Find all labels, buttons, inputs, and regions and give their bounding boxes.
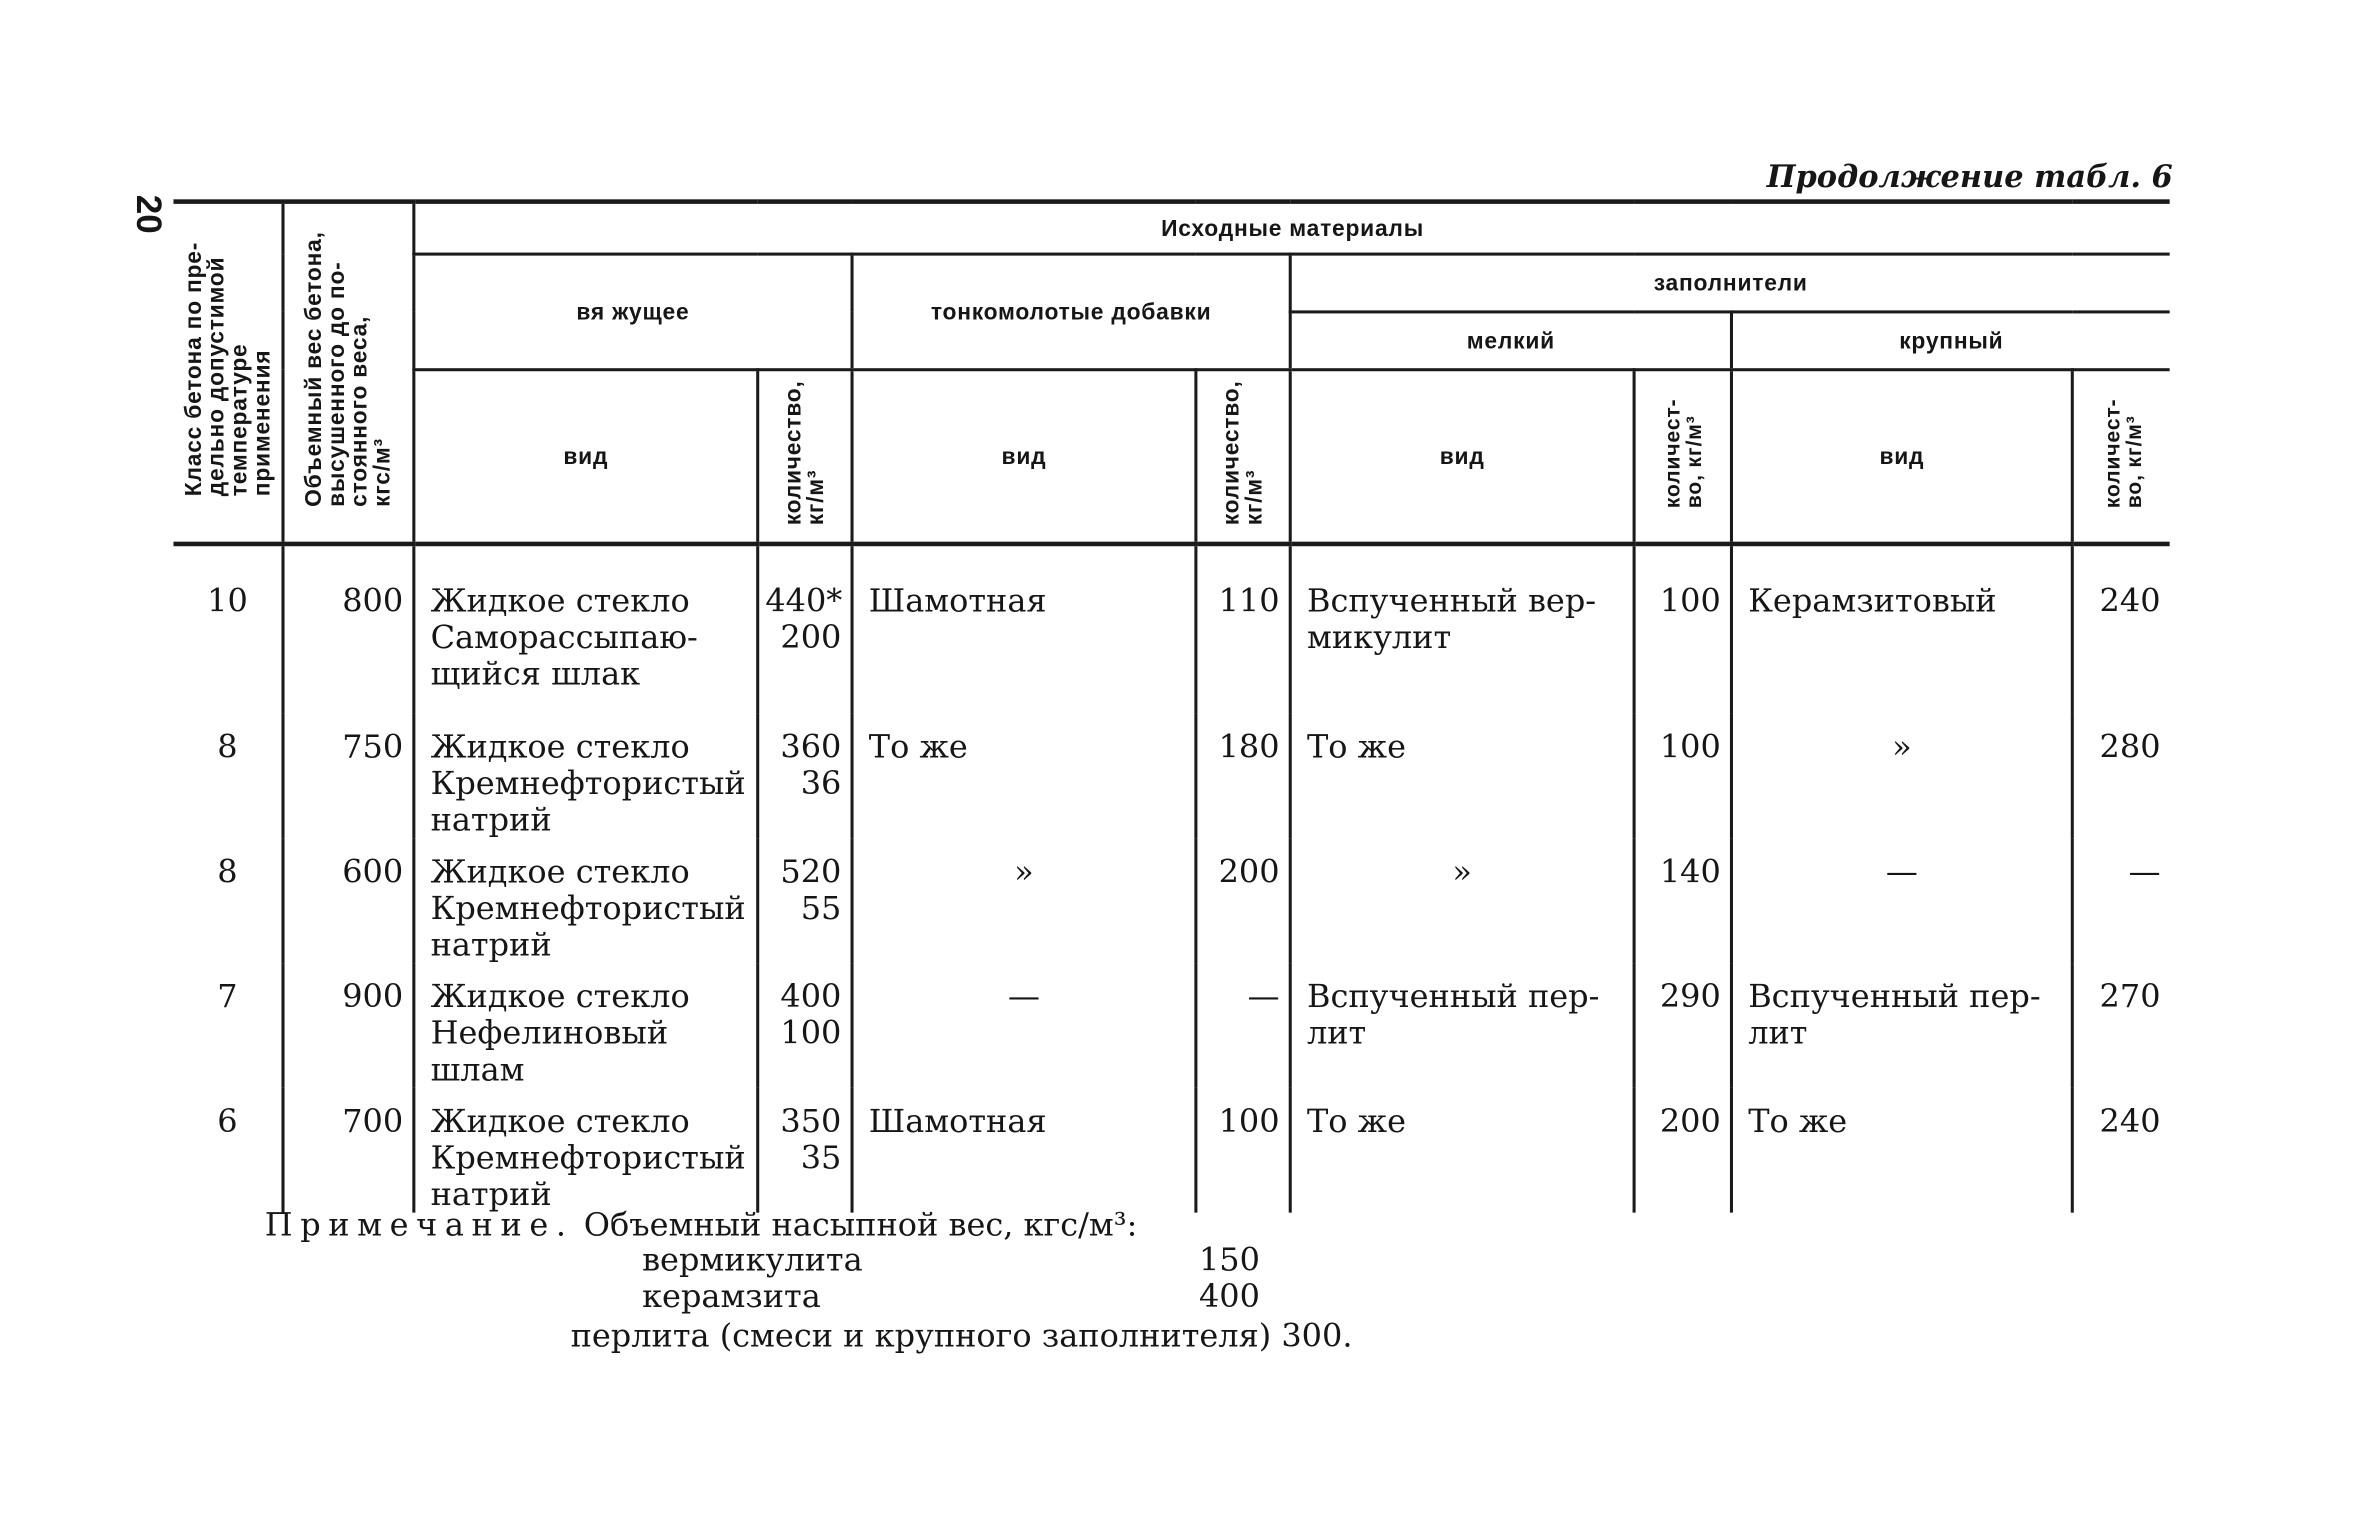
header-additive-quantity: количество, кг/м³ <box>1196 370 1290 544</box>
cell-additive-qty: 180 <box>1196 714 1290 839</box>
cell-coarse: Керамзитовый <box>1731 544 2072 714</box>
table-row <box>173 838 2169 963</box>
cell-fine-qty: 290 <box>1634 963 1731 1088</box>
cell-additive: Шамотная <box>852 544 1196 714</box>
note-item-value: 150 <box>1198 1241 1260 1279</box>
header-fine-kind: вид <box>1290 370 1634 544</box>
note-item-name: вермикулита <box>642 1241 863 1279</box>
cell-additive-qty: — <box>1196 963 1290 1088</box>
header-additives: тонкомолотые добавки <box>852 254 1290 370</box>
cell-binder: Жидкое стекло Саморассыпаю- щийся шлак <box>414 544 758 714</box>
cell-coarse: То же <box>1731 1088 2072 1213</box>
table-continuation-caption: Продолжение табл. 6 <box>1766 158 2173 195</box>
cell-fine-qty: 200 <box>1634 1088 1731 1213</box>
materials-table <box>173 199 2169 1212</box>
cell-weight: 600 <box>283 838 414 963</box>
cell-coarse-qty: 270 <box>2072 963 2169 1088</box>
cell-coarse: — <box>1731 838 2072 963</box>
table-body <box>173 544 2169 1213</box>
cell-binder-qty: 440* 200 <box>758 544 852 714</box>
cell-binder: Жидкое стекло Кремнефтористый натрий <box>414 1088 758 1213</box>
table-header <box>173 202 2169 544</box>
cell-coarse: » <box>1731 714 2072 839</box>
cell-fine: То же <box>1290 714 1634 839</box>
cell-coarse-qty: 240 <box>2072 544 2169 714</box>
note-item-value: 400 <box>1198 1278 1260 1315</box>
table-row <box>173 714 2169 839</box>
header-coarse-kind: вид <box>1731 370 2072 544</box>
cell-additive: — <box>852 963 1196 1088</box>
note-item-name: керамзита <box>642 1278 821 1315</box>
header-binder: вя жущее <box>414 254 852 370</box>
cell-coarse-qty: 280 <box>2072 714 2169 839</box>
cell-weight: 900 <box>283 963 414 1088</box>
cell-class: 8 <box>217 853 238 891</box>
cell-class: 6 <box>217 1103 238 1140</box>
page-number: 20 <box>129 194 169 234</box>
header-fine-aggregate: мелкий <box>1290 312 1731 370</box>
header-binder-kind: вид <box>414 370 758 544</box>
cell-fine-qty: 140 <box>1634 838 1731 963</box>
cell-fine: » <box>1290 838 1634 963</box>
header-binder-quantity: количество, кг/м³ <box>758 370 852 544</box>
cell-weight: 800 <box>283 544 414 714</box>
cell-fine: Вспученный вер- микулит <box>1290 544 1634 714</box>
header-additive-kind: вид <box>852 370 1196 544</box>
table-row <box>173 544 2169 714</box>
cell-weight: 750 <box>283 714 414 839</box>
header-source-materials: Исходные материалы <box>414 202 2170 254</box>
cell-binder-qty: 520 55 <box>758 838 852 963</box>
cell-binder-qty: 350 35 <box>758 1088 852 1213</box>
cell-additive: » <box>852 838 1196 963</box>
cell-weight: 700 <box>283 1088 414 1213</box>
note-label: Примечание. <box>264 1206 574 1244</box>
cell-coarse-qty: — <box>2072 838 2169 963</box>
header-aggregates: заполнители <box>1290 254 2169 312</box>
header-volume-weight: Объемный вес бетона, высушенного до по- стоянного веса, кгс/м³ <box>283 202 414 544</box>
note-intro: Объемный насыпной вес, кгс/м³: <box>583 1206 1138 1244</box>
cell-binder-qty: 360 36 <box>758 714 852 839</box>
cell-binder: Жидкое стекло Нефелиновый шлам <box>414 963 758 1088</box>
header-concrete-class: Класс бетона по пре- дельно допустимой температуре применения <box>173 202 283 544</box>
table-row <box>173 1088 2169 1213</box>
cell-additive-qty: 110 <box>1196 544 1290 714</box>
cell-fine: Вспученный пер- лит <box>1290 963 1634 1088</box>
cell-class: 7 <box>217 978 238 1015</box>
header-coarse-quantity: количест- во, кг/м³ <box>2072 370 2169 544</box>
cell-additive-qty: 200 <box>1196 838 1290 963</box>
cell-coarse-qty: 240 <box>2072 1088 2169 1213</box>
cell-additive-qty: 100 <box>1196 1088 1290 1213</box>
cell-additive: Шамотная <box>852 1088 1196 1213</box>
cell-coarse: Вспученный пер- лит <box>1731 963 2072 1088</box>
table-note <box>265 1207 1138 1244</box>
note-last-line: перлита (смеси и крупного заполнителя) 300. <box>570 1317 1353 1355</box>
cell-class: 8 <box>217 728 238 766</box>
header-fine-quantity: количест- во, кг/м³ <box>1634 370 1731 544</box>
cell-binder-qty: 400 100 <box>758 963 852 1088</box>
cell-fine: То же <box>1290 1088 1634 1213</box>
cell-binder: Жидкое стекло Кремнефтористый натрий <box>414 838 758 963</box>
cell-binder: Жидкое стекло Кремнефтористый натрий <box>414 714 758 839</box>
cell-class: 10 <box>207 582 248 620</box>
header-coarse-aggregate: крупный <box>1731 312 2169 370</box>
cell-fine-qty: 100 <box>1634 714 1731 839</box>
cell-additive: То же <box>852 714 1196 839</box>
table-row <box>173 963 2169 1088</box>
cell-fine-qty: 100 <box>1634 544 1731 714</box>
